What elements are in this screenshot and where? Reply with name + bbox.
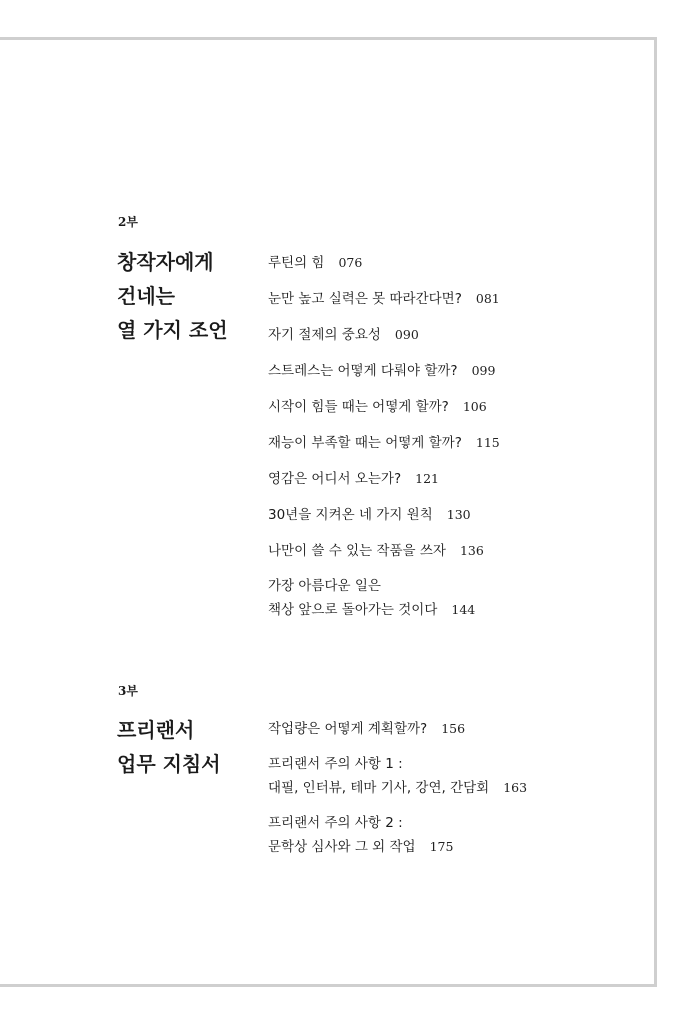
toc-entry-title: 프리랜서 주의 사항 1 : — [268, 756, 403, 772]
toc-entry[interactable] — [268, 753, 648, 800]
part-2-toc — [268, 251, 648, 622]
toc-entry[interactable] — [268, 251, 648, 275]
toc-entry[interactable] — [268, 812, 648, 859]
book-page — [0, 37, 657, 987]
toc-entry-page: 099 — [471, 363, 496, 378]
toc-entry-title: 나만이 쓸 수 있는 작품을 쓰자 — [268, 543, 446, 559]
toc-entry-page: 115 — [475, 435, 500, 450]
toc-entry-title: 스트레스는 어떻게 다뤄야 할까? — [268, 363, 458, 379]
part-2-label: 2부 — [118, 215, 138, 229]
toc-entry-title: 작업량은 어떻게 계획할까? — [268, 721, 428, 737]
part-3-title — [117, 713, 257, 781]
toc-entry-title: 자기 절제의 중요성 — [268, 327, 381, 343]
part-3-label: 3부 — [118, 684, 138, 698]
toc-entry-title: 루틴의 힘 — [268, 255, 325, 271]
toc-entry-title: 영감은 어디서 오는가? — [268, 471, 402, 487]
toc-entry-title: 가장 아름다운 일은 — [268, 578, 381, 594]
toc-entry[interactable] — [268, 287, 648, 311]
toc-entry[interactable] — [268, 323, 648, 347]
toc-entry[interactable] — [268, 717, 648, 741]
toc-entry-page: 136 — [459, 543, 484, 558]
toc-entry-page: 090 — [394, 327, 419, 342]
toc-entry-page: 163 — [503, 780, 528, 795]
toc-entry-page: 144 — [451, 602, 476, 617]
toc-entry-title: 프리랜서 주의 사항 2 : — [268, 815, 403, 831]
toc-entry-page: 076 — [338, 255, 363, 270]
toc-entry-page: 130 — [446, 507, 471, 522]
toc-entry-title: 재능이 부족할 때는 어떻게 할까? — [268, 435, 462, 451]
toc-entry-page: 175 — [429, 839, 454, 854]
toc-entry-page: 121 — [415, 471, 439, 486]
toc-entry-title-cont: 대필, 인터뷰, 테마 기사, 강연, 간담회 — [268, 780, 490, 796]
toc-entry-page: 106 — [462, 399, 487, 414]
toc-entry[interactable] — [268, 467, 648, 491]
toc-entry-title: 30년을 지켜온 네 가지 원칙 — [268, 507, 433, 523]
part-2-title-line: 창작자에게 — [117, 250, 214, 274]
toc-entry[interactable] — [268, 503, 648, 527]
part-2-title-line: 건네는 — [117, 284, 175, 308]
toc-entry-title-cont: 책상 앞으로 돌아가는 것이다 — [268, 602, 438, 618]
toc-entry[interactable] — [268, 359, 648, 383]
part-2-title-line: 열 가지 조언 — [117, 318, 228, 342]
toc-entry[interactable] — [268, 395, 648, 419]
toc-entry-title: 시작이 힘들 때는 어떻게 할까? — [268, 399, 449, 415]
toc-entry-page: 156 — [441, 721, 466, 736]
toc-entry-title-cont: 문학상 심사와 그 외 작업 — [268, 839, 416, 855]
part-2-title — [117, 245, 257, 347]
toc-entry[interactable] — [268, 431, 648, 455]
toc-entry[interactable] — [268, 575, 648, 622]
toc-entry[interactable] — [268, 539, 648, 563]
part-3-toc — [268, 717, 648, 859]
part-3-title-line: 프리랜서 — [117, 718, 195, 742]
toc-entry-page: 081 — [475, 291, 500, 306]
toc-entry-title: 눈만 높고 실력은 못 따라간다면? — [268, 291, 462, 307]
part-3-title-line: 업무 지침서 — [117, 752, 221, 776]
